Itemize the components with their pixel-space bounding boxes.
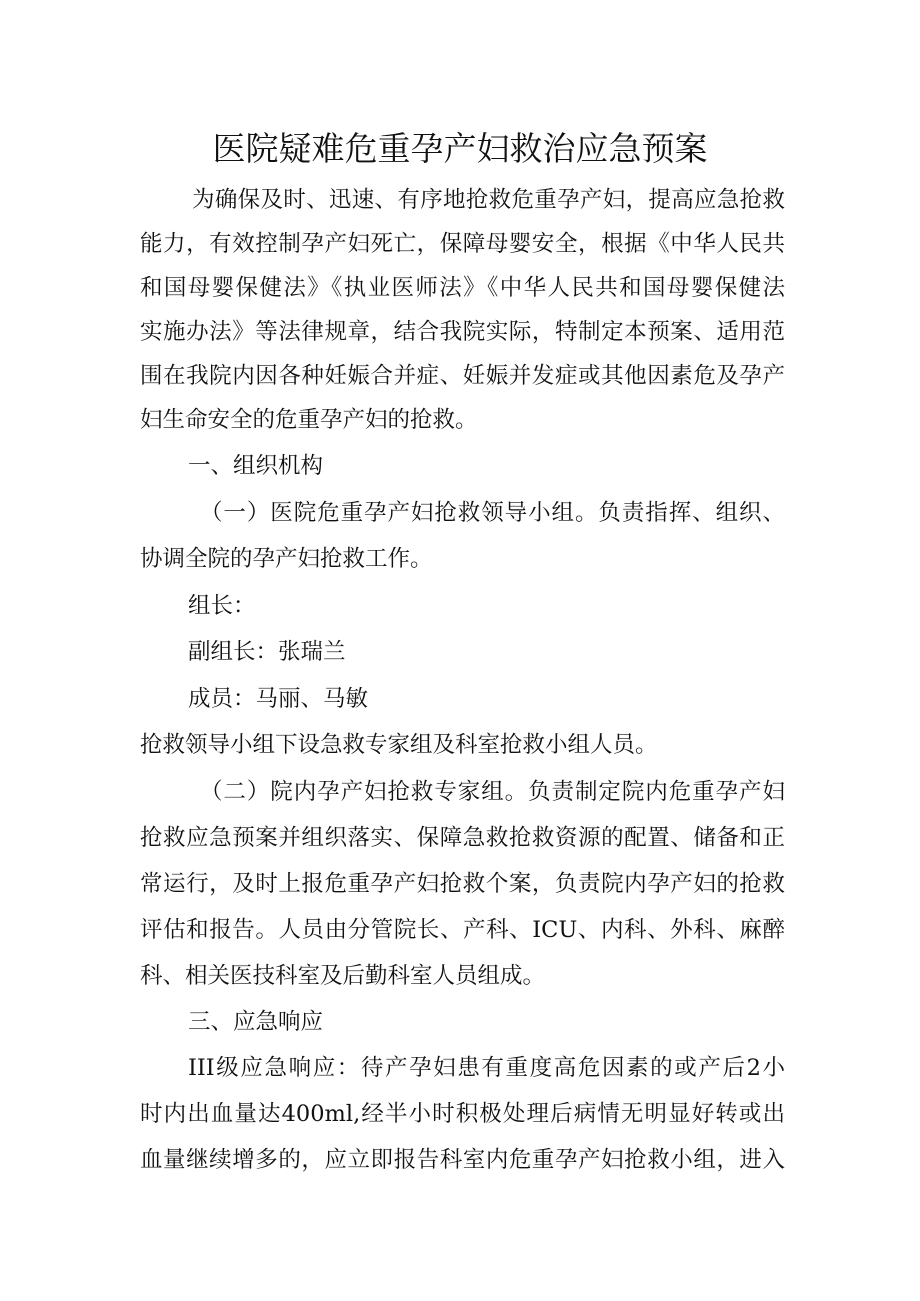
members-line: 成员：马丽、马敏 bbox=[188, 686, 369, 712]
body-line: 抢救领导小组下设急救专家组及科室抢救小组人员。 bbox=[140, 732, 658, 758]
body-line: 评估和报告。人员由分管院长、产科、ICU、内科、外科、麻醉 bbox=[140, 917, 785, 943]
body-line: （二）院内孕产妇抢救专家组。负责制定院内危重孕产妇 bbox=[200, 779, 785, 805]
section-heading: 三、应急响应 bbox=[188, 1009, 324, 1035]
body-line: 抢救应急预案并组织落实、保障急救抢救资源的配置、储备和正 bbox=[140, 825, 785, 851]
body-line: 围在我院内因各种妊娠合并症、妊娠并发症或其他因素危及孕产 bbox=[140, 363, 785, 389]
body-line: 妇生命安全的危重孕产妇的抢救。 bbox=[140, 407, 478, 433]
body-line: 能力，有效控制孕产妇死亡，保障母婴安全，根据《中华人民共 bbox=[140, 231, 785, 257]
body-line: 协调全院的孕产妇抢救工作。 bbox=[140, 546, 433, 572]
body-line: III级应急响应：待产孕妇患有重度高危因素的或产后2小 bbox=[188, 1055, 785, 1081]
body-line: 为确保及时、迅速、有序地抢救危重孕产妇，提高应急抢救 bbox=[192, 187, 785, 213]
body-line: 和国母婴保健法》《执业医师法》《中华人民共和国母婴保健法 bbox=[140, 275, 785, 301]
section-heading: 一、组织机构 bbox=[188, 453, 324, 479]
body-line: 科、相关医技科室及后勤科室人员组成。 bbox=[140, 963, 546, 989]
document-title: 医院疑难危重孕产妇救治应急预案 bbox=[212, 129, 708, 168]
body-line: 实施办法》等法律规章，结合我院实际，特制定本预案、适用范 bbox=[140, 319, 785, 345]
body-line: 时内出血量达400ml,经半小时积极处理后病情无明显好转或出 bbox=[140, 1101, 785, 1127]
body-line: 血量继续增多的，应立即报告科室内危重孕产妇抢救小组，进入 bbox=[140, 1147, 785, 1173]
group-leader-line: 组长： bbox=[188, 593, 256, 619]
body-line: （一）医院危重孕产妇抢救领导小组。负责指挥、组织、 bbox=[200, 500, 785, 526]
deputy-leader-line: 副组长：张瑞兰 bbox=[188, 639, 346, 665]
body-line: 常运行，及时上报危重孕产妇抢救个案，负责院内孕产妇的抢救 bbox=[140, 871, 785, 897]
